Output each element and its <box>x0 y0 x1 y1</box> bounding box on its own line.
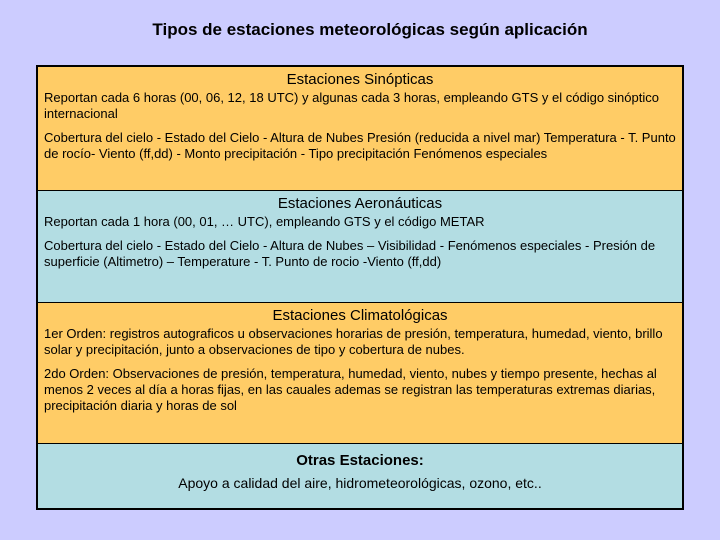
section-paragraph: Reportan cada 6 horas (00, 06, 12, 18 UTC) y algunas cada 3 horas, empleando GTS y el código sinóptico internacional <box>44 90 659 121</box>
section-paragraph: Reportan cada 1 hora (00, 01, … UTC), empleando GTS y el código METAR <box>44 214 485 229</box>
section-heading: Estaciones Climatológicas <box>272 307 448 324</box>
section-paragraph: 1er Orden: registros autograficos u observaciones horarias de presión, temperatura, humedad, viento, brillo solar y precipitación, junto a observaciones de tipo y cobertura de nubes. <box>44 326 663 357</box>
stations-table <box>36 65 684 510</box>
slide-title: Tipos de estaciones meteorológicas según aplicación <box>152 20 588 39</box>
section-climatologicas <box>38 303 682 444</box>
section-paragraph: Cobertura del cielo - Estado del Cielo - Altura de Nubes – Visibilidad - Fenómenos especiales - Presión de superficie (Altimetro) – Temperature - T. Punto de rocio -Viento (ff,dd) <box>44 238 656 269</box>
section-sinopticas <box>38 67 682 191</box>
section-heading: Estaciones Sinópticas <box>286 71 434 88</box>
section-heading: Otras Estaciones: <box>296 452 424 469</box>
section-heading: Estaciones Aeronáuticas <box>277 195 443 212</box>
section-paragraph: 2do Orden: Observaciones de presión, temperatura, humedad, viento, nubes y tiempo presente, hechas al menos 2 veces al día a horas fijas, en las cauales ademas se registran las temperaturas extremas diarias, precipitación diaria y horas de sol <box>44 366 657 413</box>
section-aeronauticas <box>38 191 682 303</box>
section-otras <box>38 444 682 508</box>
section-paragraph: Cobertura del cielo - Estado del Cielo - Altura de Nubes Presión (reducida a nivel mar) Temperatura - T. Punto de rocío- Viento (ff,dd) - Monto precipitación - Tipo precipitación Fenómenos especiales <box>44 130 676 161</box>
section-paragraph: Apoyo a calidad del aire, hidrometeorológicas, ozono, etc.. <box>178 475 542 491</box>
